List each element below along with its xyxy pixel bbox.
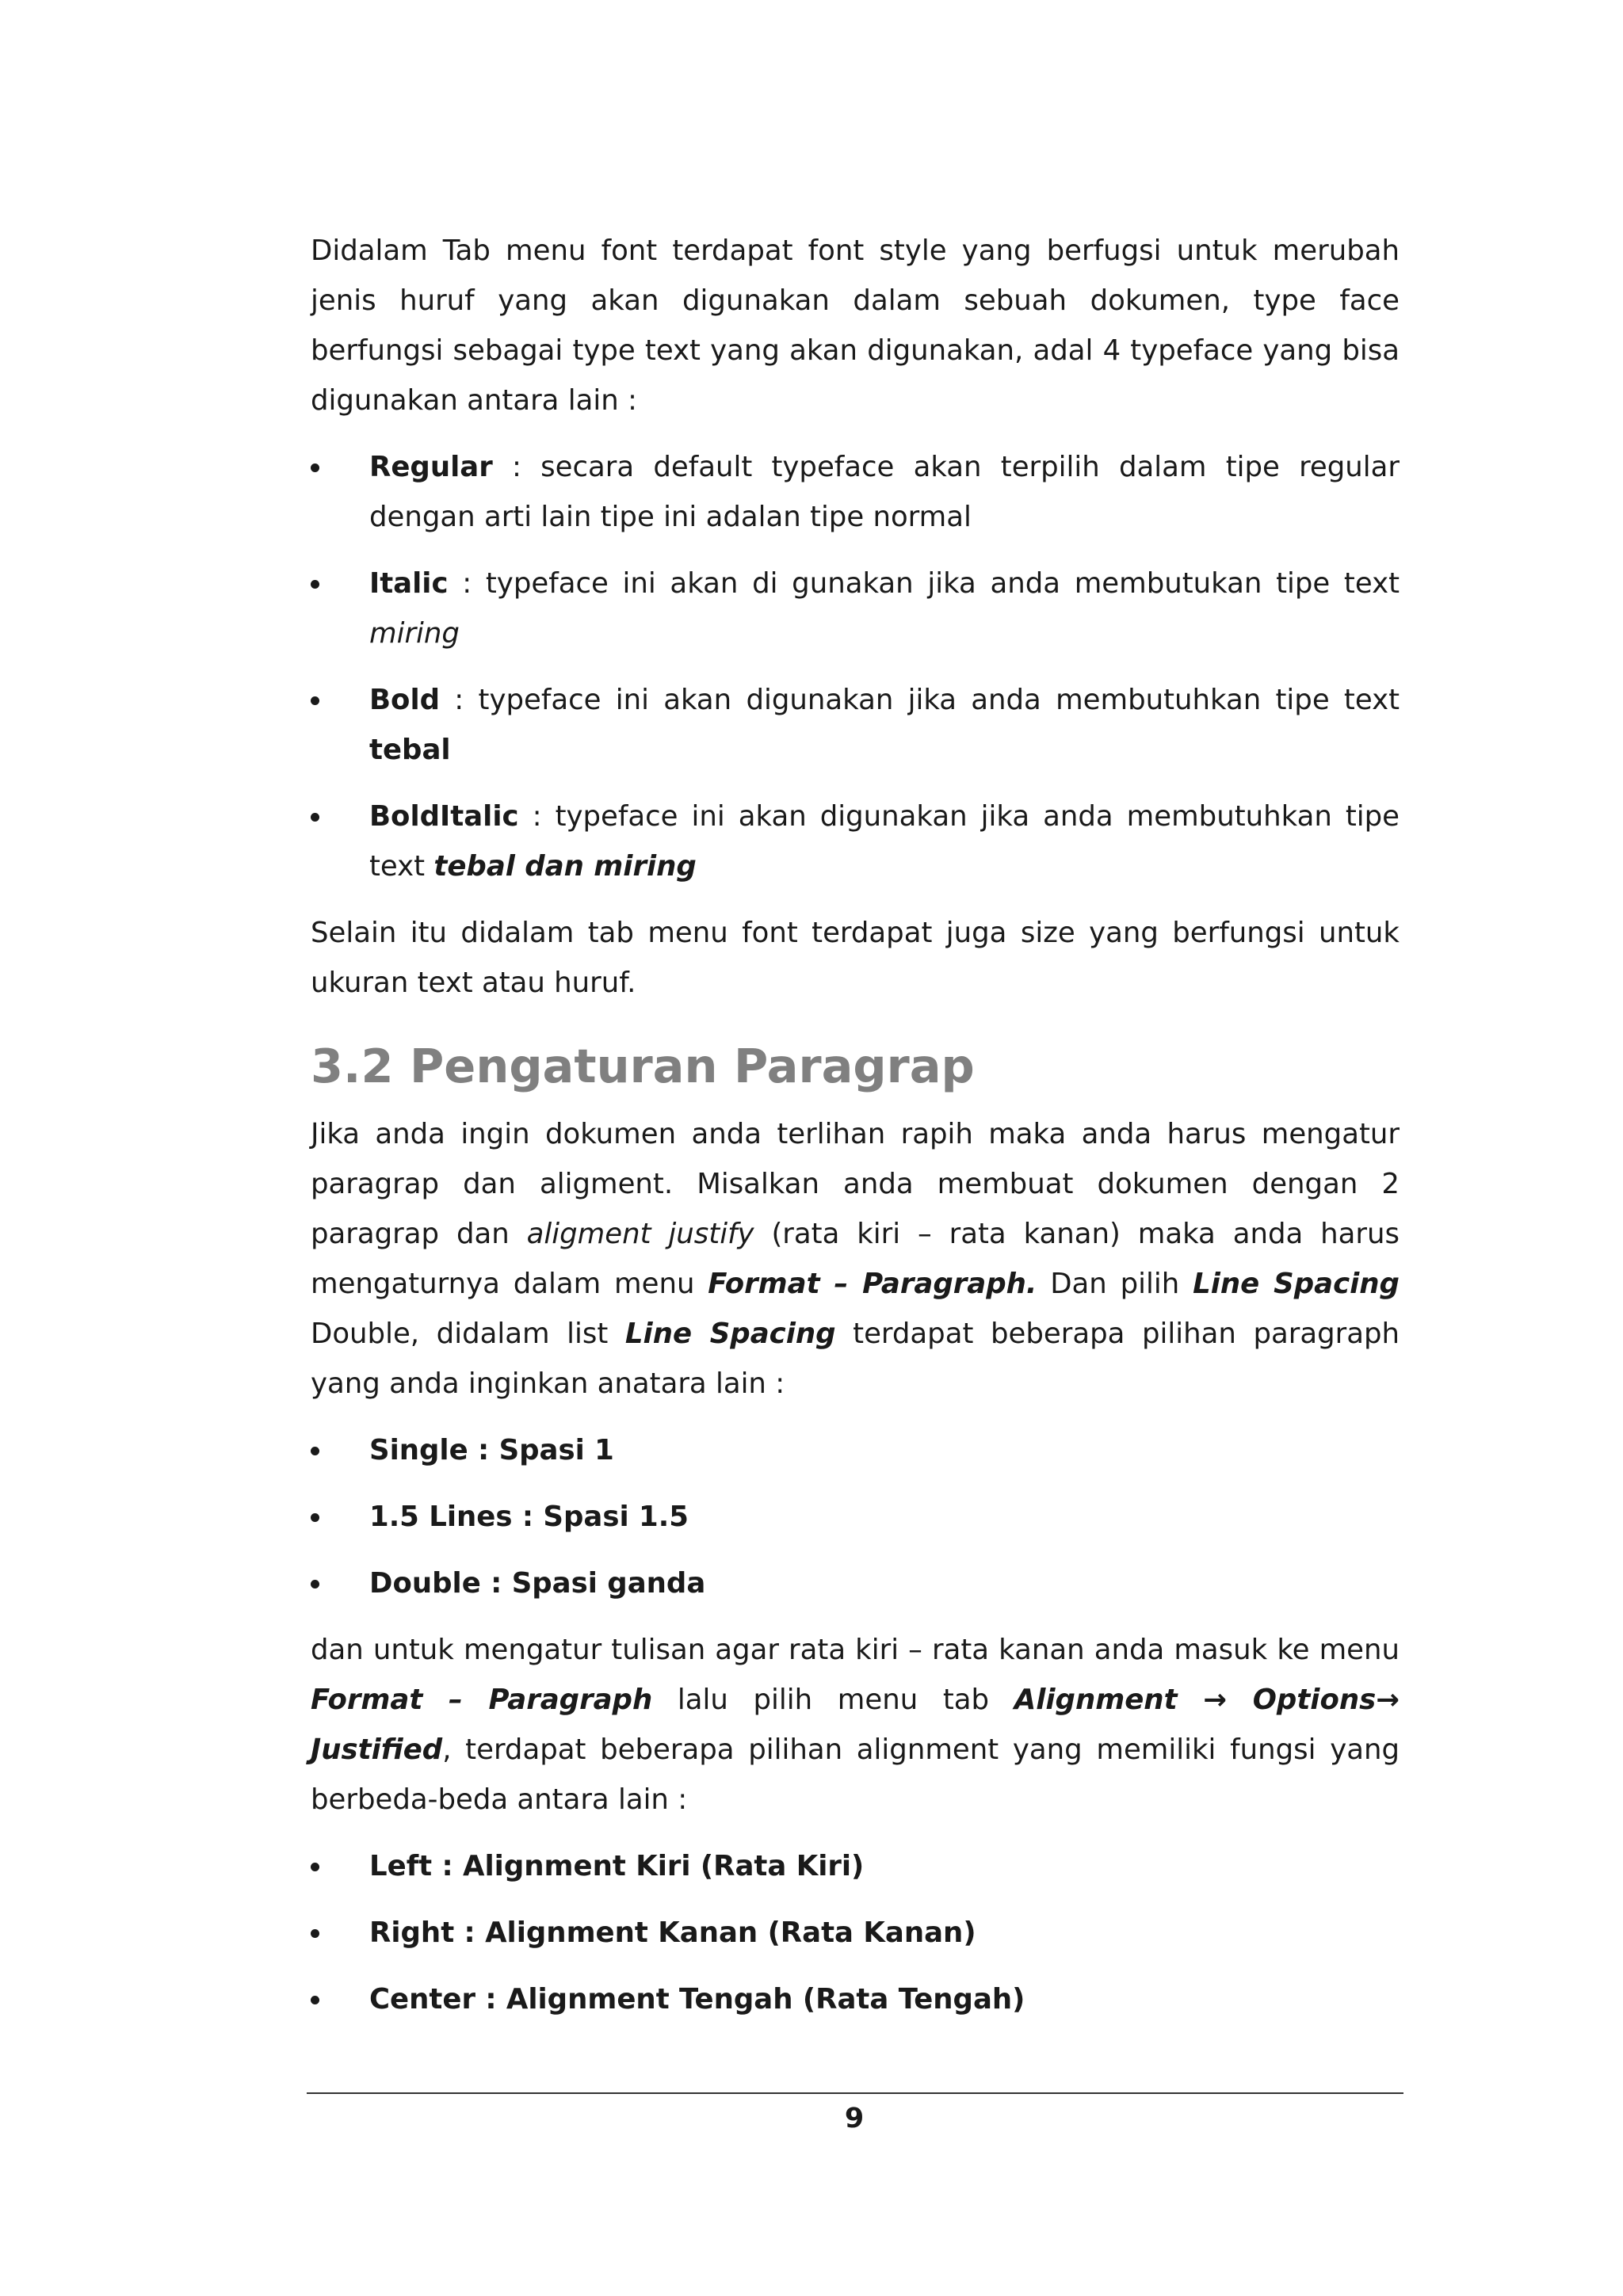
bullet-icon (311, 1929, 319, 1938)
section-title: 3.2 Pengaturan Paragrap (311, 1039, 975, 1093)
bullet-icon (311, 1996, 319, 2004)
typeface-term: Bold (369, 684, 441, 716)
typeface-description: typeface ini akan digunakan jika anda membutuhkan tipe text (369, 800, 1400, 883)
typeface-description: typeface ini akan digunakan jika anda membutuhkan tipe text (478, 684, 1400, 716)
list-item: Left : Alignment Kiri (Rata Kiri) (311, 1841, 1400, 1891)
menu-option: Line Spacing (1193, 1268, 1400, 1300)
menu-path: Alignment → Options→ Justified (311, 1684, 1400, 1766)
typeface-example: miring (369, 617, 460, 650)
typeface-list (311, 442, 1400, 891)
spacing-list (311, 1425, 1400, 1608)
intro-paragraph: Didalam Tab menu font terdapat font style yang berfugsi untuk merubah jenis huruf yang akan digunakan dalam sebuah dokumen, type face berfungsi sebagai type text yang akan digunakan, adal 4 typeface yang bisa digunakan antara lain : (311, 235, 1400, 417)
list-item: 1.5 Lines : Spasi 1.5 (311, 1492, 1400, 1542)
page-number: 9 (844, 2103, 865, 2134)
bullet-icon (311, 1863, 319, 1871)
list-item: Italic : typeface ini akan di gunakan jika anda membutukan tipe text miring (311, 559, 1400, 658)
list-item: Single : Spasi 1 (311, 1425, 1400, 1475)
typeface-description: secara default typeface akan terpilih dalam tipe regular dengan arti lain tipe ini adalan tipe normal (369, 451, 1400, 533)
list-item: Center : Alignment Tengah (Rata Tengah) (311, 1974, 1400, 2024)
document-page (311, 226, 1400, 2041)
bullet-icon (311, 696, 319, 705)
typeface-example: tebal dan miring (433, 850, 697, 883)
bullet-icon (311, 580, 319, 589)
typeface-description: typeface ini akan di gunakan jika anda membutukan tipe text (485, 567, 1400, 600)
list-item: Double : Spasi ganda (311, 1558, 1400, 1608)
bullet-icon (311, 1513, 319, 1522)
typeface-example: tebal (369, 734, 451, 766)
bullet-icon (311, 1447, 319, 1455)
bullet-icon (311, 463, 319, 472)
list-item: Right : Alignment Kanan (Rata Kanan) (311, 1908, 1400, 1958)
size-paragraph: Selain itu didalam tab menu font terdapat juga size yang berfungsi untuk ukuran text atau huruf. (311, 917, 1400, 999)
typeface-term: BoldItalic (369, 800, 519, 833)
typeface-term: Regular (369, 451, 493, 483)
typeface-term: Italic (369, 567, 449, 600)
footer-divider (307, 2092, 1403, 2094)
menu-path: Format – Paragraph (311, 1684, 653, 1716)
bullet-icon (311, 813, 319, 822)
list-item: Bold : typeface ini akan digunakan jika anda membutuhkan tipe text tebal (311, 675, 1400, 775)
list-item: Regular : secara default typeface akan terpilih dalam tipe regular dengan arti lain tipe ini adalan tipe normal (311, 442, 1400, 542)
menu-path: Format – Paragraph. (708, 1268, 1037, 1300)
menu-option: Line Spacing (624, 1318, 836, 1350)
alignment-list (311, 1841, 1400, 2024)
bullet-icon (311, 1580, 319, 1589)
alignment-intro: dan untuk mengatur tulisan agar rata kiri – rata kanan anda masuk ke menu Format – Paragraph lalu pilih menu tab Alignment → Options→ Justified, terdapat beberapa pilihan alignment yang memiliki fungsi yang berbeda-beda antara lain : (311, 1634, 1400, 1816)
list-item: BoldItalic : typeface ini akan digunakan jika anda membutuhkan tipe text tebal dan miring (311, 791, 1400, 891)
paragraph-intro: Jika anda ingin dokumen anda terlihan rapih maka anda harus mengatur paragrap dan aligment. Misalkan anda membuat dokumen dengan 2 paragrap dan aligment justify (rata kiri – rata kanan) maka anda harus mengaturnya dalam menu Format – Paragraph. Dan pilih Line Spacing Double, didalam list Line Spacing terdapat beberapa pilihan paragraph yang anda inginkan anatara lain : (311, 1118, 1400, 1400)
